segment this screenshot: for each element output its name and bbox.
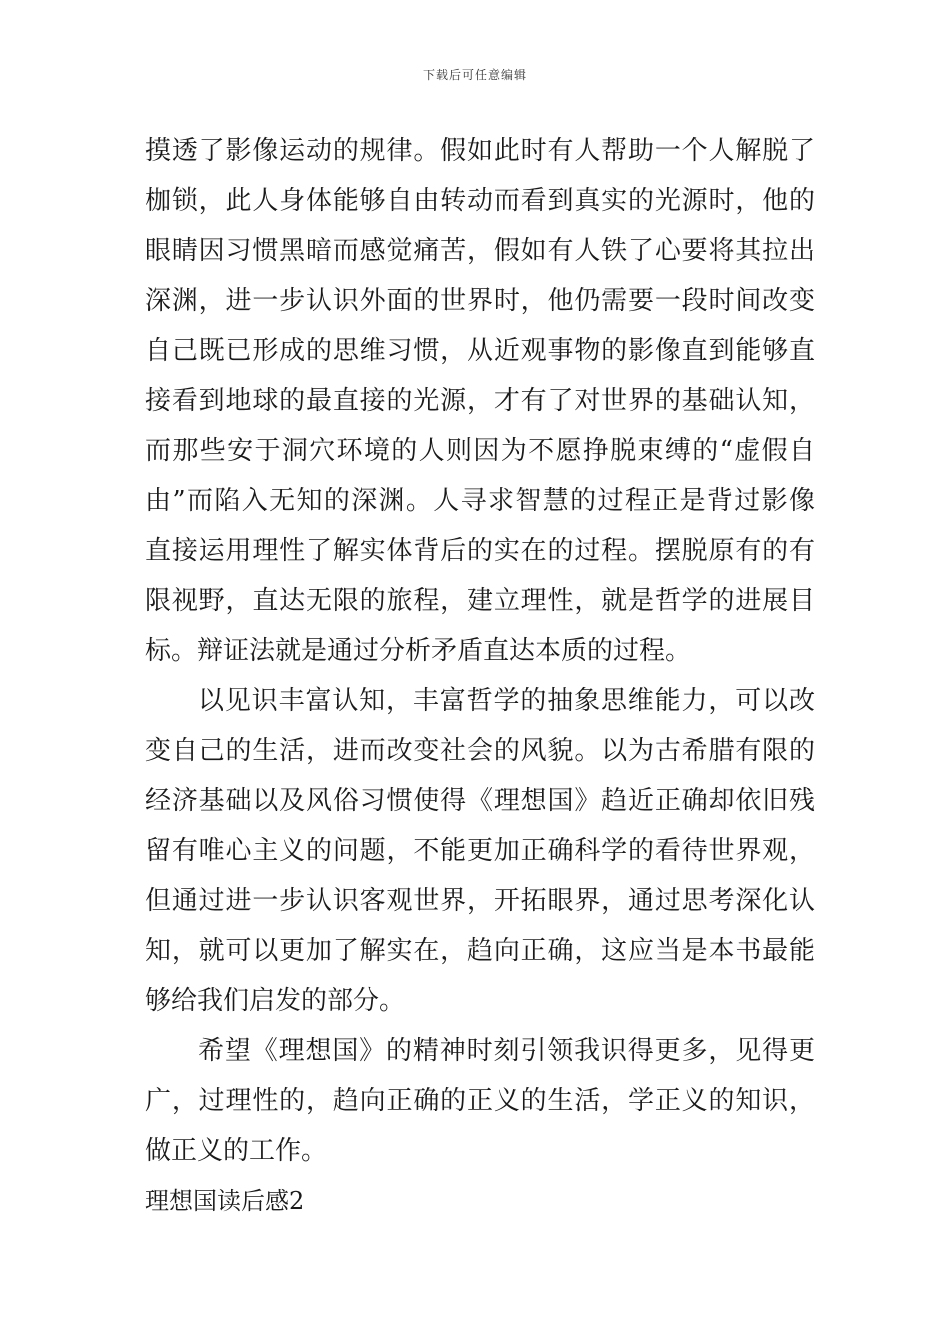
document-body [145,126,815,1226]
text-line: 经济基础以及风俗习惯使得《理想国》趋近正确却依旧残 [145,786,815,816]
text-line: 深渊，进一步认识外面的世界时，他仍需要一段时间改变 [145,286,815,316]
text-line: 摸透了影像运动的规律。假如此时有人帮助一个人解脱了 [145,136,815,166]
text-line: 但通过进一步认识客观世界，开拓眼界，通过思考深化认 [145,886,815,916]
section-heading: 理想国读后感2 [145,1187,305,1215]
text-line: 广，过理性的，趋向正确的正义的生活，学正义的知识， [145,1086,815,1116]
text-line: 自己既已形成的思维习惯，从近观事物的影像直到能够直 [145,336,815,366]
text-line: 由”而陷入无知的深渊。人寻求智慧的过程正是背过影像 [145,486,815,516]
text-line: 直接运用理性了解实体背后的实在的过程。摆脱原有的有 [145,536,815,566]
text-line: 留有唯心主义的问题，不能更加正确科学的看待世界观， [145,836,815,866]
text-line: 枷锁，此人身体能够自由转动而看到真实的光源时，他的 [145,186,815,216]
text-line: 够给我们启发的部分。 [145,986,406,1016]
text-line: 希望《理想国》的精神时刻引领我识得更多，见得更 [198,1036,815,1066]
text-line: 变自己的生活，进而改变社会的风貌。以为古希腊有限的 [145,736,815,766]
page-header: 下载后可任意编辑 [422,68,527,82]
paragraph-2 [145,676,815,1026]
text-line: 限视野，直达无限的旅程，建立理性，就是哲学的进展目 [145,586,815,616]
text-line: 眼睛因习惯黑暗而感觉痛苦，假如有人铁了心要将其拉出 [145,236,815,266]
text-line: 做正义的工作。 [145,1136,328,1166]
paragraph-3 [145,1026,815,1176]
text-line: 接看到地球的最直接的光源，才有了对世界的基础认知， [145,386,815,416]
text-line: 而那些安于洞穴环境的人则因为不愿挣脱束缚的“虚假自 [145,436,815,466]
text-line: 标。辩证法就是通过分析矛盾直达本质的过程。 [145,636,692,666]
text-line: 以见识丰富认知，丰富哲学的抽象思维能力，可以改 [198,686,815,716]
paragraph-1 [145,126,815,676]
text-line: 知，就可以更加了解实在，趋向正确，这应当是本书最能 [145,936,815,966]
